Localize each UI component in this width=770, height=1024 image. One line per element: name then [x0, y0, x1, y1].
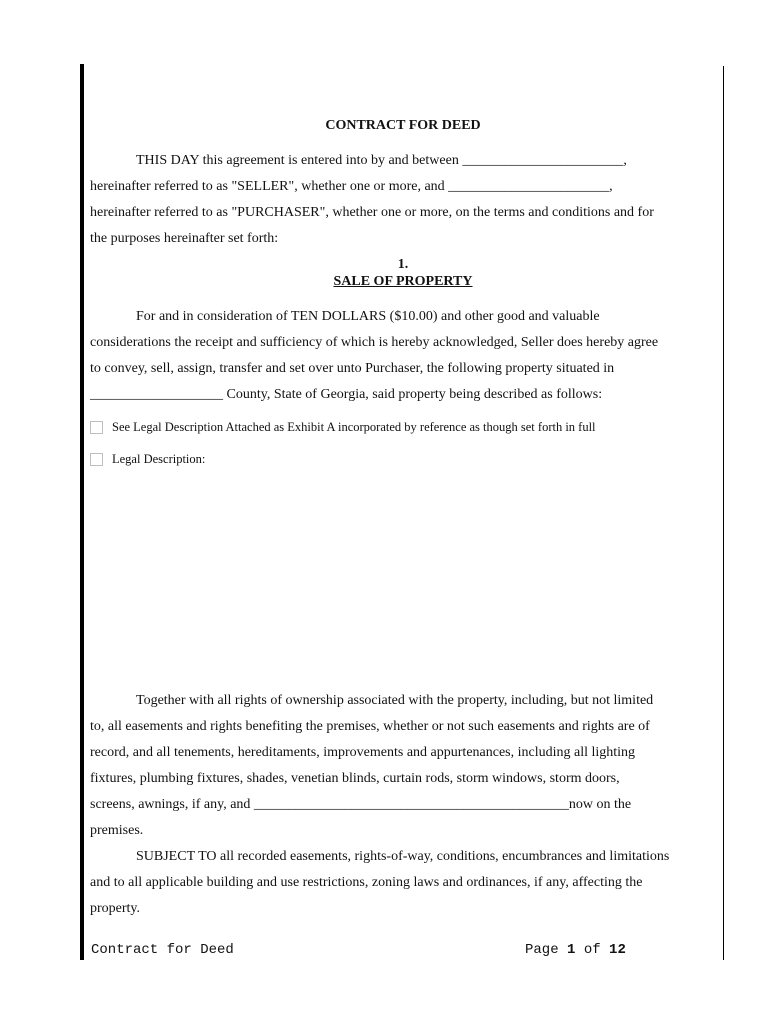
right-margin-line: [723, 66, 724, 960]
exhibit-a-option: [90, 420, 596, 435]
intro-paragraph: [90, 148, 716, 252]
legal-description-checkbox[interactable]: [90, 453, 103, 466]
intro-line-2: hereinafter referred to as "SELLER", whether one or more, and _______________________,: [90, 179, 613, 194]
sale-line-3: to convey, sell, assign, transfer and set over unto Purchaser, the following property situated in: [90, 361, 615, 376]
legal-description-option: [90, 452, 205, 467]
section-title: SALE OF PROPERTY: [333, 274, 473, 289]
sale-line-4: ___________________ County, State of Georgia, said property being described as follows:: [90, 387, 603, 402]
footer-of-word: of: [583, 942, 601, 958]
sale-line-2: considerations the receipt and sufficiency of which is hereby acknowledged, Seller does hereby agree: [90, 335, 659, 350]
intro-line-3: hereinafter referred to as "PURCHASER", whether one or more, on the terms and conditions and for: [90, 205, 654, 220]
rights-line-2: to, all easements and rights benefiting the premises, whether or not such easements and rights are of: [90, 719, 650, 734]
subject-paragraph: [90, 844, 716, 922]
intro-line-4: the purposes hereinafter set forth:: [90, 231, 279, 246]
footer-page-word: Page: [525, 942, 559, 958]
document-title: CONTRACT FOR DEED: [325, 118, 481, 133]
subject-line-3: property.: [90, 901, 141, 916]
section-number: 1.: [397, 257, 409, 272]
intro-line-1: THIS DAY this agreement is entered into by and between _______________________,: [136, 153, 627, 168]
exhibit-a-checkbox[interactable]: [90, 421, 103, 434]
footer-page-total: 12: [609, 942, 626, 958]
sale-paragraph: [90, 304, 716, 408]
sale-line-1: For and in consideration of TEN DOLLARS ($10.00) and other good and valuable: [136, 309, 600, 324]
subject-line-1: SUBJECT TO all recorded easements, rights-of-way, conditions, encumbrances and limitations: [136, 849, 670, 864]
rights-line-4: fixtures, plumbing fixtures, shades, venetian blinds, curtain rods, storm windows, storm doors,: [90, 771, 620, 786]
legal-description-label: Legal Description:: [112, 452, 206, 466]
rights-line-6: premises.: [90, 823, 144, 838]
rights-line-3: record, and all tenements, hereditaments, improvements and appurtenances, including all lighting: [90, 745, 636, 760]
footer-document-name: Contract for Deed: [91, 942, 234, 958]
left-margin-bar: [80, 64, 84, 960]
footer-page-number: [525, 942, 626, 958]
rights-paragraph: [90, 688, 716, 844]
exhibit-a-label: See Legal Description Attached as Exhibit A incorporated by reference as though set forth in full: [112, 420, 596, 434]
footer-page-current: 1: [567, 942, 576, 958]
rights-line-5: screens, awnings, if any, and _____________________________________________now on the: [90, 797, 632, 812]
rights-line-1: Together with all rights of ownership associated with the property, including, but not limited: [136, 693, 654, 708]
subject-line-2: and to all applicable building and use restrictions, zoning laws and ordinances, if any, affecting the: [90, 875, 643, 890]
